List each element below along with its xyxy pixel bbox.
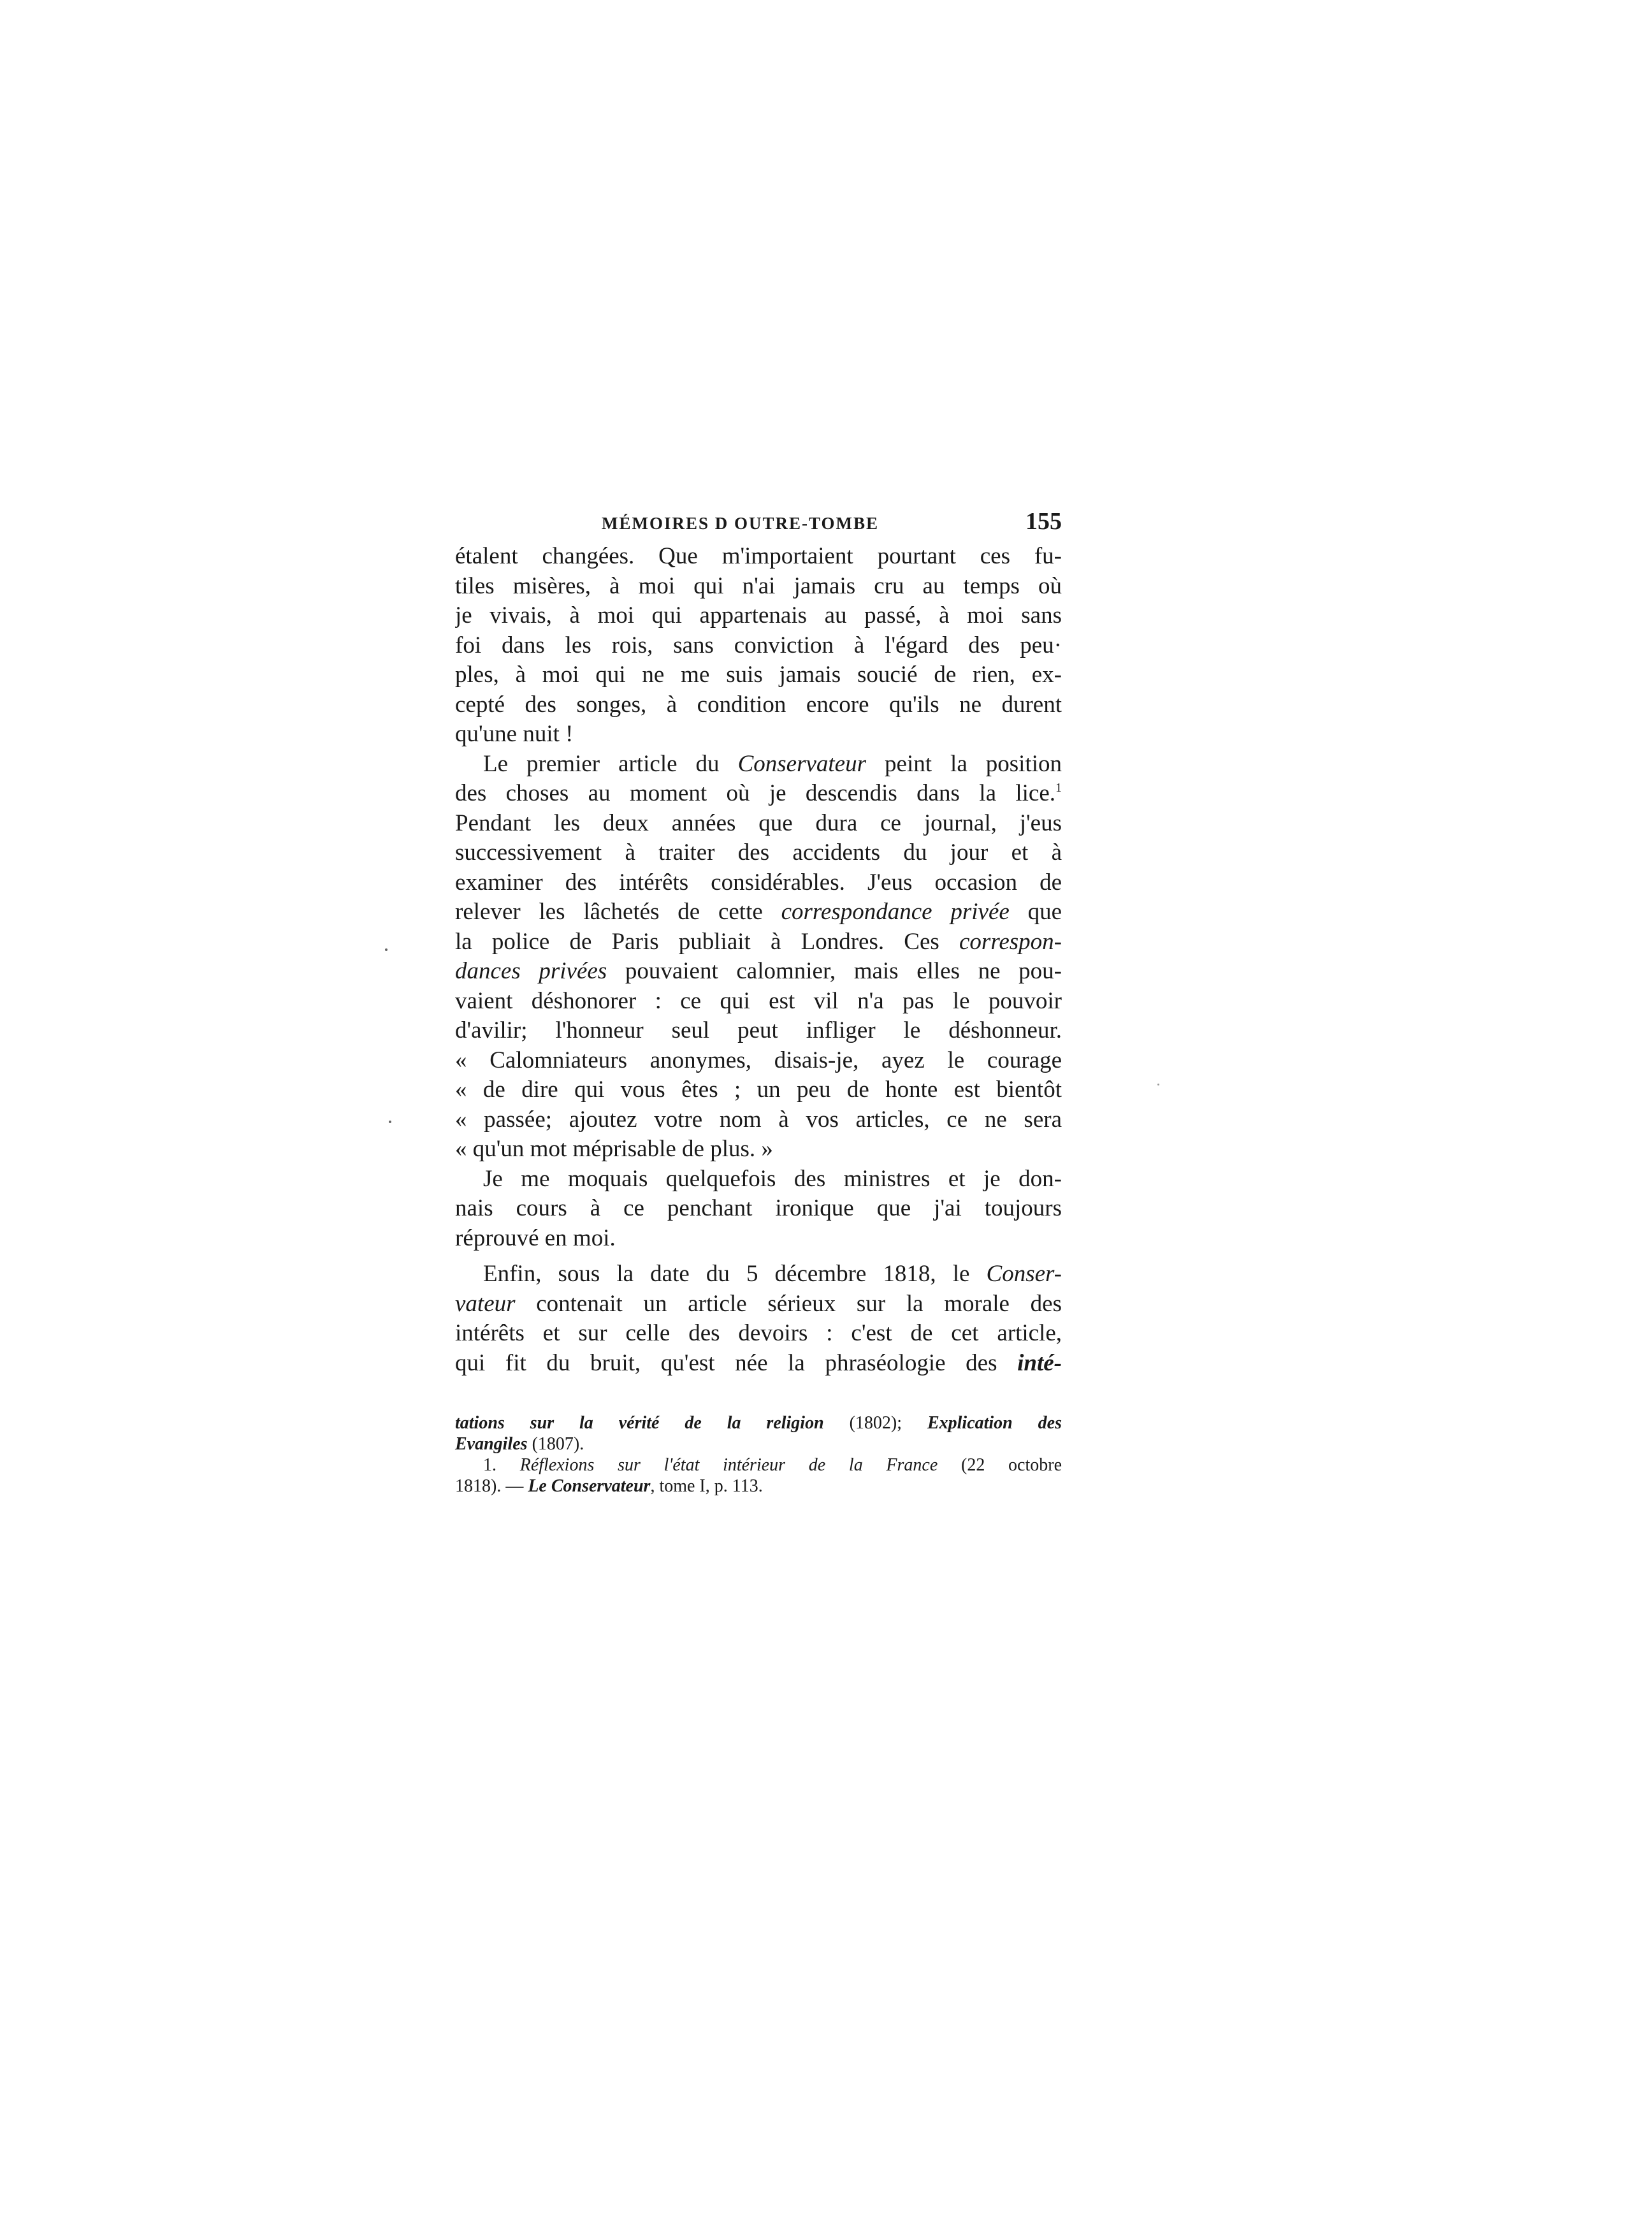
italic-phrase: correspon- [959, 928, 1062, 955]
italic-phrase: dances privées [455, 958, 607, 984]
text-line: étalent changées. Que m'importaient pourtant ces fu- [455, 543, 1062, 569]
text-run: pouvaient calomnier, mais elles ne pou- [607, 958, 1062, 984]
text-run: (1807). [527, 1434, 584, 1454]
text-run: que [1009, 899, 1062, 925]
text-run: (1802); [823, 1413, 927, 1433]
text-line: qu'une nuit ! [455, 721, 574, 747]
italic-title: tations sur la vérité de la religion [455, 1413, 824, 1433]
running-head [455, 505, 1062, 541]
footnote-line [455, 1412, 1062, 1434]
italic-phrase: correspondance privée [781, 899, 1010, 925]
print-speck [1157, 1084, 1159, 1085]
text-line: intérêts et sur celle des devoirs : c'est de cet article, [455, 1320, 1062, 1346]
text-line: ples, à moi qui ne me suis jamais soucié de rien, ex- [455, 662, 1062, 688]
text-line: « de dire qui vous êtes ; un peu de honte est bientôt [455, 1077, 1062, 1103]
text-line [455, 897, 1062, 927]
text-column [455, 505, 1062, 1497]
italic-title: Le Conservateur [528, 1476, 651, 1496]
footnote-marker: 1 [1055, 781, 1062, 795]
page-number: 155 [1025, 508, 1062, 535]
footnote-line [455, 1476, 1062, 1497]
text-run: Enfin, sous la date du 5 décembre 1818, le [483, 1261, 987, 1287]
text-line: foi dans les rois, sans conviction à l'égard des peu· [455, 632, 1062, 658]
italic-title: Conser- [986, 1261, 1062, 1287]
text-line: examiner des intérêts considérables. J'eus occasion de [455, 869, 1062, 896]
text-run: contenait un article sérieux sur la morale des [515, 1290, 1062, 1317]
italic-phrase: inté- [1017, 1349, 1062, 1376]
text-line: réprouvé en moi. [455, 1224, 616, 1251]
paragraph-gap [455, 1253, 1062, 1260]
print-speck [385, 948, 388, 951]
text-line: Je me moquais quelquefois des ministres et je don- [483, 1165, 1062, 1192]
text-run: relever les lâchetés de cette [455, 899, 781, 925]
text-line: tiles misères, à moi qui n'ai jamais cru au temps où [455, 572, 1062, 599]
running-title: MÉMOIRES D OUTRE-TOMBE [602, 514, 880, 533]
body-text [455, 542, 1062, 1378]
text-line [455, 957, 1062, 987]
text-line: d'avilir; l'honneur seul peut infliger le déshonneur. [455, 1017, 1062, 1043]
text-run: des choses au moment où je descendis dans la lice. [455, 780, 1055, 806]
text-line: « passée; ajoutez votre nom à vos articles, ce ne sera [455, 1106, 1062, 1133]
print-speck [389, 1121, 391, 1123]
text-line: vaient déshonorer : ce qui est vil n'a pas le pouvoir [455, 987, 1062, 1014]
text-line: je vivais, à moi qui appartenais au passé, à moi sans [455, 602, 1062, 628]
text-line [455, 779, 1062, 809]
text-line: « Calomniateurs anonymes, disais-je, ayez le courage [455, 1047, 1062, 1073]
text-line: Pendant les deux années que dura ce journal, j'eus [455, 809, 1062, 836]
text-line: « qu'un mot méprisable de plus. » [455, 1136, 773, 1162]
text-line [455, 1260, 1062, 1289]
text-line: cepté des songes, à condition encore qu'ils ne durent [455, 691, 1062, 718]
text-run: peint la position [866, 750, 1062, 777]
footnotes [455, 1412, 1062, 1497]
text-line [455, 750, 1062, 780]
italic-title: Evangiles [455, 1434, 528, 1454]
italic-title: Explication des [927, 1413, 1062, 1433]
footnote-line [455, 1455, 1062, 1476]
footnote-line [455, 1434, 1062, 1455]
italic-title: vateur [455, 1290, 516, 1317]
text-run: 1818). — [455, 1476, 528, 1496]
text-run: (22 octobre [938, 1455, 1062, 1475]
text-line: nais cours à ce penchant ironique que j'ai toujours [455, 1195, 1062, 1221]
text-run: Le premier article du [483, 750, 738, 777]
footnote-number: 1. [483, 1455, 520, 1475]
text-line [455, 1349, 1062, 1379]
text-run: qui fit du bruit, qu'est née la phraséologie des [455, 1349, 1018, 1376]
text-line [455, 1289, 1062, 1319]
text-line [455, 927, 1062, 957]
text-run: la police de Paris publiait à Londres. Ces [455, 928, 959, 955]
text-line: successivement à traiter des accidents du jour et à [455, 839, 1062, 866]
italic-title: Conservateur [737, 750, 867, 777]
text-run: , tome I, p. 113. [650, 1476, 763, 1496]
italic-title: Réflexions sur l'état intérieur de la France [519, 1455, 938, 1475]
